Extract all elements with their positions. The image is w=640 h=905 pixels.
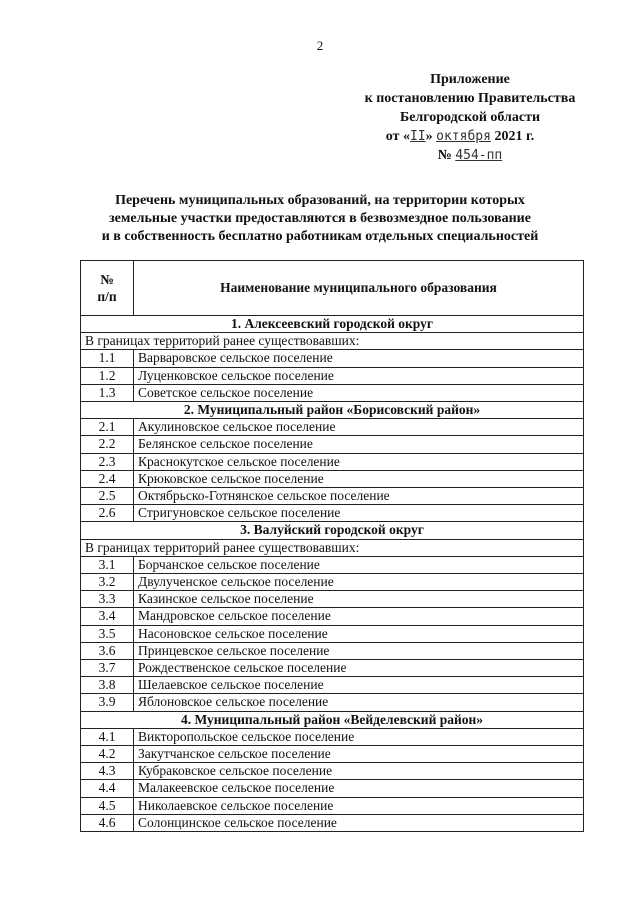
section-subtitle: В границах территорий ранее существовавших:: [81, 333, 584, 350]
row-number: 2.6: [81, 505, 134, 522]
row-number: 1.3: [81, 384, 134, 401]
section-subtitle-row: [81, 539, 584, 556]
table-row: [81, 780, 584, 797]
row-number: 4.1: [81, 728, 134, 745]
table-row: [81, 797, 584, 814]
row-name: Шелаевское сельское поселение: [134, 677, 584, 694]
page-number: 2: [316, 38, 324, 53]
row-name: Мандровское сельское поселение: [134, 608, 584, 625]
table-row: [81, 488, 584, 505]
table-row: [81, 419, 584, 436]
header-number-symbol: №: [100, 272, 114, 287]
row-number: 2.1: [81, 419, 134, 436]
row-number: 3.7: [81, 660, 134, 677]
section-title: 3. Валуйский городской округ: [81, 522, 584, 539]
row-number: 4.4: [81, 780, 134, 797]
row-name: Солонцинское сельское поселение: [134, 814, 584, 831]
section-header-row: [81, 522, 584, 539]
row-number: 1.2: [81, 367, 134, 384]
row-name: Яблоновское сельское поселение: [134, 694, 584, 711]
row-number: 3.4: [81, 608, 134, 625]
appendix-line-3: Белгородской области: [399, 110, 541, 125]
date-day: II: [409, 129, 426, 144]
table-header-row: [81, 261, 584, 316]
row-name: Луценковское сельское поселение: [134, 367, 584, 384]
table-row: [81, 556, 584, 573]
table-row: [81, 367, 584, 384]
row-name: Кубраковское сельское поселение: [134, 763, 584, 780]
row-name: Рождественское сельское поселение: [134, 660, 584, 677]
row-name: Варваровское сельское поселение: [134, 350, 584, 367]
appendix-line-2: к постановлению Правительства: [364, 91, 576, 106]
section-title: 2. Муниципальный район «Борисовский район»: [81, 402, 584, 419]
row-name: Краснокутское сельское поселение: [134, 453, 584, 470]
row-number: 2.4: [81, 470, 134, 487]
municipalities-table: [80, 260, 584, 832]
table-row: [81, 384, 584, 401]
document-title: [40, 192, 600, 246]
table-row: [81, 608, 584, 625]
number-prefix: №: [437, 148, 452, 163]
section-subtitle-row: [81, 333, 584, 350]
row-name: Принцевское сельское поселение: [134, 642, 584, 659]
section-header-row: [81, 402, 584, 419]
table-row: [81, 470, 584, 487]
row-name: Закутчанское сельское поселение: [134, 746, 584, 763]
row-name: Викторопольское сельское поселение: [134, 728, 584, 745]
row-number: 3.8: [81, 677, 134, 694]
row-number: 3.2: [81, 574, 134, 591]
appendix-line-1: Приложение: [430, 72, 510, 87]
table-row: [81, 505, 584, 522]
table-row: [81, 625, 584, 642]
table-body: [81, 316, 584, 832]
document-number: 454-пп: [455, 148, 503, 163]
row-name: Октябрьско-Готнянское сельское поселение: [134, 488, 584, 505]
row-number: 2.3: [81, 453, 134, 470]
title-line-1: Перечень муниципальных образований, на территории которых: [115, 193, 525, 208]
date-year: 2021 г.: [494, 129, 535, 144]
table-row: [81, 642, 584, 659]
appendix-date: [320, 127, 600, 146]
date-month: октября: [436, 129, 491, 144]
row-name: Советское сельское поселение: [134, 384, 584, 401]
row-number: 3.5: [81, 625, 134, 642]
table-row: [81, 746, 584, 763]
section-subtitle: В границах территорий ранее существовавших:: [81, 539, 584, 556]
table-row: [81, 660, 584, 677]
row-name: Акулиновское сельское поселение: [134, 419, 584, 436]
row-number: 4.6: [81, 814, 134, 831]
appendix-block: [330, 70, 610, 165]
table-row: [81, 728, 584, 745]
table-row: [81, 591, 584, 608]
table-row: [81, 350, 584, 367]
row-name: Крюковское сельское поселение: [134, 470, 584, 487]
section-title: 4. Муниципальный район «Вейделевский район»: [81, 711, 584, 728]
section-header-row: [81, 316, 584, 333]
header-number: [81, 261, 134, 316]
table-row: [81, 694, 584, 711]
row-number: 3.6: [81, 642, 134, 659]
header-name: Наименование муниципального образования: [134, 261, 584, 316]
row-name: Малакеевское сельское поселение: [134, 780, 584, 797]
row-name: Казинское сельское поселение: [134, 591, 584, 608]
date-prefix: от «: [385, 129, 410, 144]
row-number: 1.1: [81, 350, 134, 367]
row-name: Стригуновское сельское поселение: [134, 505, 584, 522]
table-row: [81, 574, 584, 591]
title-line-3: и в собственность бесплатно работникам отдельных специальностей: [101, 229, 539, 244]
row-name: Насоновское сельское поселение: [134, 625, 584, 642]
row-name: Белянское сельское поселение: [134, 436, 584, 453]
row-number: 4.2: [81, 746, 134, 763]
table-row: [81, 453, 584, 470]
row-name: Двулученское сельское поселение: [134, 574, 584, 591]
row-name: Николаевское сельское поселение: [134, 797, 584, 814]
section-header-row: [81, 711, 584, 728]
row-name: Борчанское сельское поселение: [134, 556, 584, 573]
section-title: 1. Алексеевский городской округ: [81, 316, 584, 333]
appendix-number: [330, 146, 610, 165]
header-number-label: п/п: [97, 289, 117, 304]
row-number: 3.1: [81, 556, 134, 573]
table-row: [81, 436, 584, 453]
table-row: [81, 763, 584, 780]
row-number: 3.9: [81, 694, 134, 711]
table-row: [81, 814, 584, 831]
row-number: 3.3: [81, 591, 134, 608]
row-number: 4.5: [81, 797, 134, 814]
table-row: [81, 677, 584, 694]
title-line-2: земельные участки предоставляются в безвозмездное пользование: [109, 211, 531, 226]
row-number: 2.2: [81, 436, 134, 453]
row-number: 4.3: [81, 763, 134, 780]
row-number: 2.5: [81, 488, 134, 505]
date-mid: »: [425, 129, 433, 144]
